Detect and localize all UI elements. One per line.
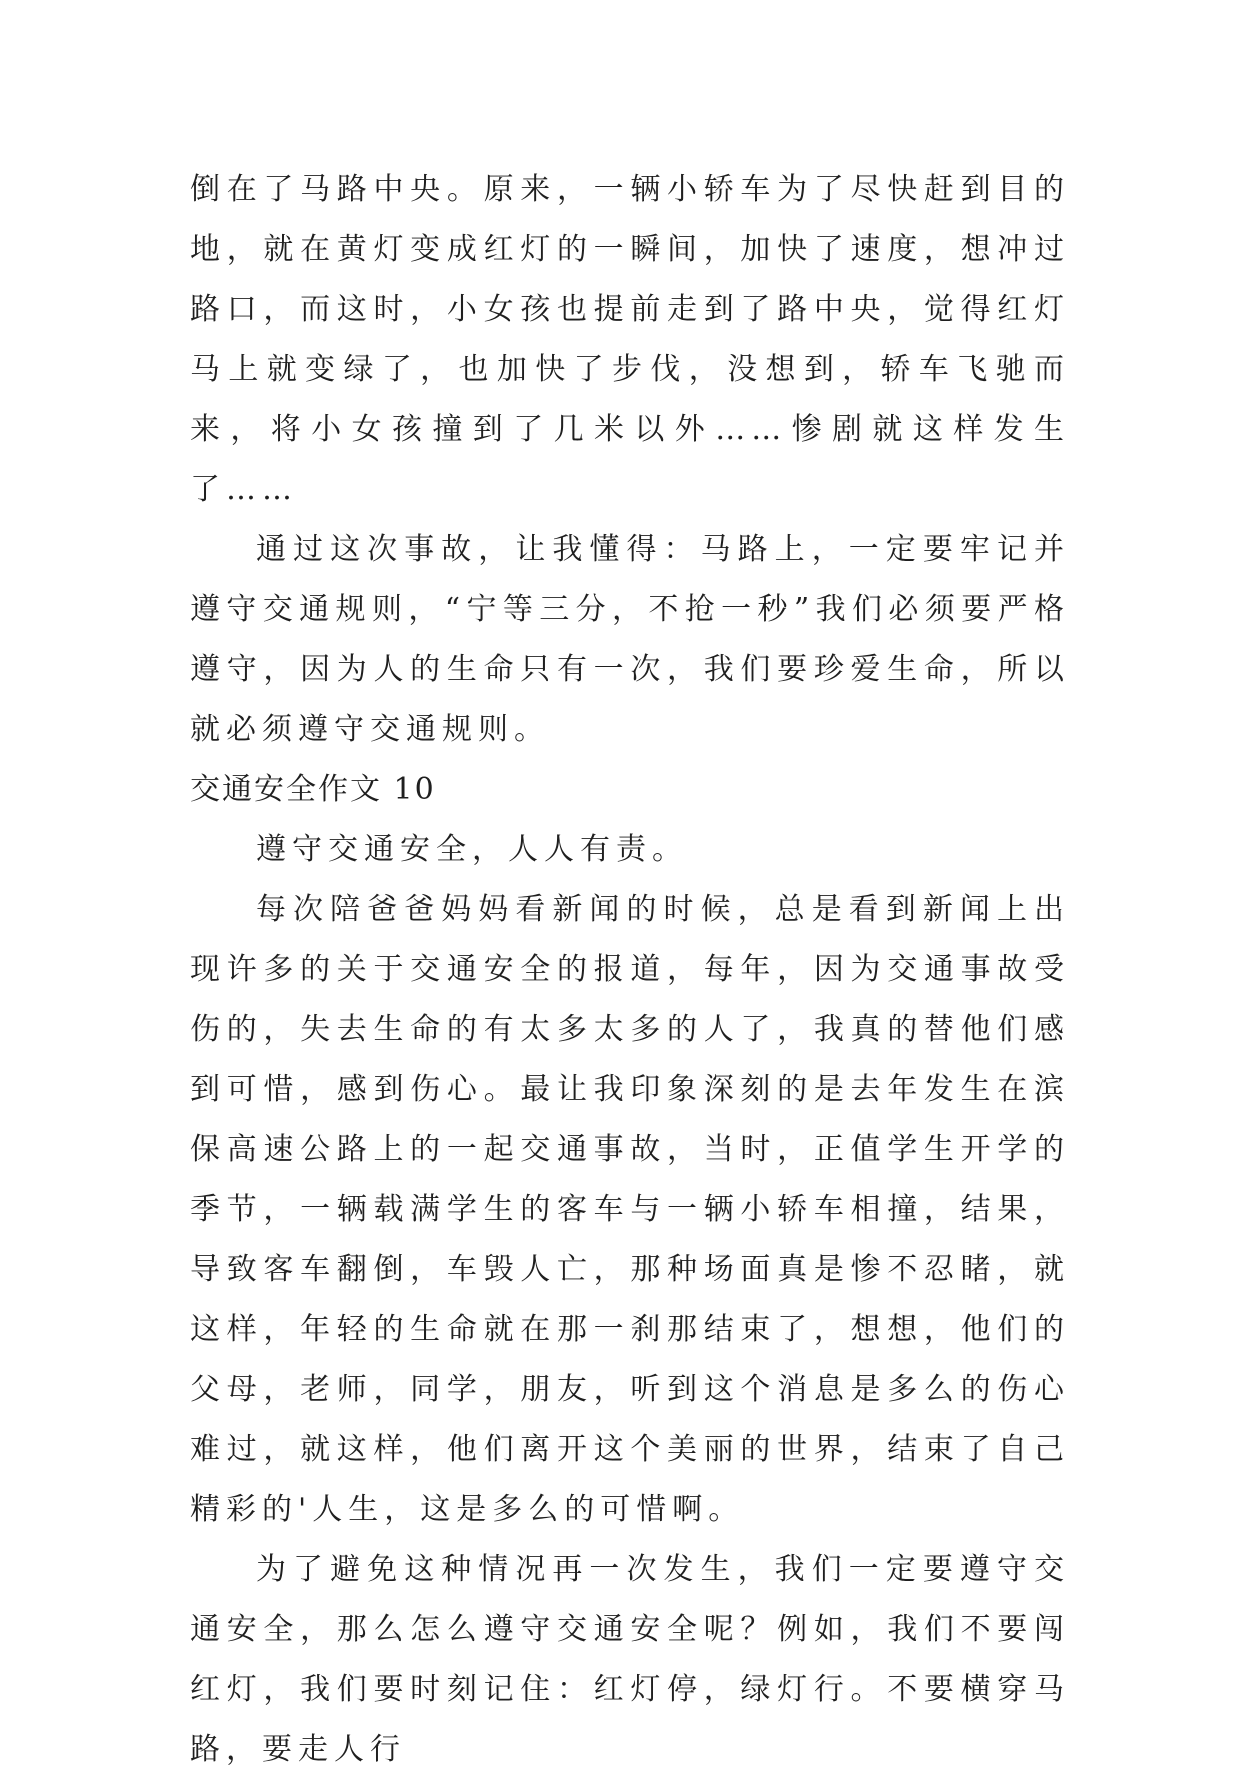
paragraph-responsibility: 遵守交通安全，人人有责。 (256, 832, 688, 867)
paragraph-news-accident: 每次陪爸爸妈妈看新闻的时候，总是看到新闻上出现许多的关于交通安全的报道，每年，因为交通事故受伤的，失去生命的有太多太多的人了，我真的替他们感到可惜，感到伤心。最让我印象深刻的是去年发生在滨保高速公路上的一起交通事故，当时，正值学生开学的季节，一辆载满学生的客车与一辆小轿车相撞，结果，导致客车翻倒，车毁人亡，那种场面真是惨不忍睹，就这样，年轻的生命就在那一刹那结束了，想想，他们的父母，老师，同学，朋友，听到这个消息是多么的伤心难过，就这样，他们离开这个美丽的世界，结束了自己精彩的'人生，这是多么的可惜啊。 (190, 892, 1070, 1527)
document-page (190, 160, 1070, 1780)
paragraph-prevention: 为了避免这种情况再一次发生，我们一定要遵守交通安全，那么怎么遵守交通安全呢？例如，我们不要闯红灯，我们要时刻记住：红灯停，绿灯行。不要横穿马路，要走人行 (190, 1552, 1070, 1767)
paragraph-accident-story: 倒在了马路中央。原来，一辆小轿车为了尽快赶到目的地，就在黄灯变成红灯的一瞬间，加快了速度，想冲过路口，而这时，小女孩也提前走到了路中央，觉得红灯马上就变绿了，也加快了步伐，没想到，轿车飞驰而来，将小女孩撞到了几米以外……惨剧就这样发生了…… (190, 172, 1070, 507)
paragraph-lesson: 通过这次事故，让我懂得：马路上，一定要牢记并遵守交通规则，“宁等三分，不抢一秒”我们必须要严格遵守，因为人的生命只有一次，我们要珍爱生命，所以就必须遵守交通规则。 (190, 532, 1070, 747)
essay-heading: 交通安全作文 10 (190, 772, 436, 807)
